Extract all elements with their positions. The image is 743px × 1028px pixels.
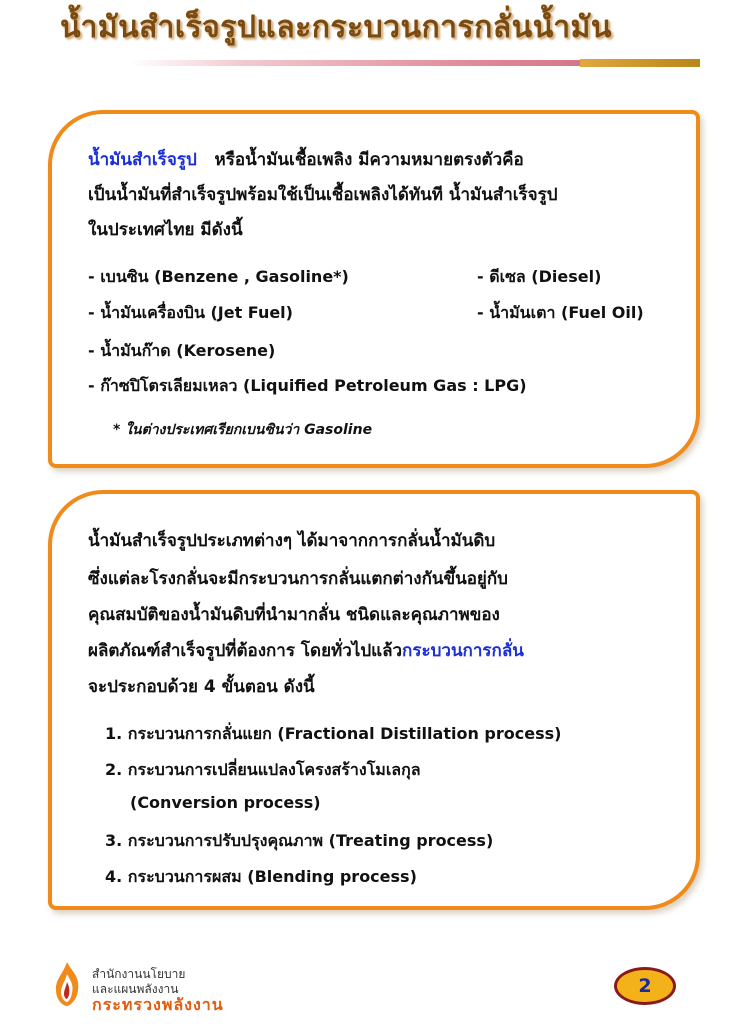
card2-line-4-text: ผลิตภัณฑ์สำเร็จรูปที่ต้องการ โดยทั่วไปแล้ว [88, 641, 403, 661]
flame-logo-icon [50, 960, 84, 1008]
ministry-name: กระทรวงพลังงาน [92, 995, 224, 1014]
list-item-jet-fuel: - น้ำมันเครื่องบิน (Jet Fuel) [88, 303, 293, 322]
org-name-line-2: และแผนพลังงาน [92, 982, 179, 996]
card1-line-1 [88, 143, 524, 178]
card2-line-2: ซึ่งแต่ละโรงกลั่นจะมีกระบวนการกลั่นแตกต่างกันขึ้นอยู่กับ [88, 569, 508, 589]
card1-line-3: ในประเทศไทย มีดังนี้ [88, 220, 243, 240]
step-2: 2. กระบวนการเปลี่ยนแปลงโครงสร้างโมเลกุล [105, 760, 421, 779]
org-name-line-1: สำนักงานนโยบาย [92, 967, 186, 981]
step-3: 3. กระบวนการปรับปรุงคุณภาพ (Treating process) [105, 831, 494, 850]
step-2-english: (Conversion process) [130, 793, 321, 812]
card1-line-2: เป็นน้ำมันที่สำเร็จรูปพร้อมใช้เป็นเชื้อเพลิงได้ทันที น้ำมันสำเร็จรูป [88, 185, 558, 205]
refining-process-highlight: กระบวนการกลั่น [402, 641, 524, 661]
page-title: น้ำมันสำเร็จรูปและกระบวนการกลั่นน้ำมัน [60, 10, 612, 45]
card1-intro-rest: หรือน้ำมันเชื้อเพลิง มีความหมายตรงตัวคือ [214, 150, 524, 170]
title-underline [130, 60, 700, 66]
list-item-diesel: - ดีเซล (Diesel) [477, 267, 602, 286]
refined-oil-highlight: น้ำมันสำเร็จรูป [88, 150, 197, 170]
list-item-kerosene: - น้ำมันก๊าด (Kerosene) [88, 341, 276, 360]
step-1: 1. กระบวนการกลั่นแยก (Fractional Distillation process) [105, 724, 562, 743]
card2-line-1: น้ำมันสำเร็จรูปประเภทต่างๆ ได้มาจากการกลั่นน้ำมันดิบ [88, 531, 496, 551]
list-item-lpg: - ก๊าซปิโตรเลียมเหลว (Liquified Petroleum Gas : LPG) [88, 376, 527, 395]
card2-line-3: คุณสมบัติของน้ำมันดิบที่นำมากลั่น ชนิดและคุณภาพของ [88, 605, 500, 625]
step-4: 4. กระบวนการผสม (Blending process) [105, 867, 417, 886]
page-number-badge: 2 [614, 967, 676, 1005]
card2-line-4 [88, 634, 524, 669]
list-item-benzene: - เบนซิน (Benzene , Gasoline*) [88, 267, 349, 286]
card2-line-5: จะประกอบด้วย 4 ขั้นตอน ดังนี้ [88, 677, 315, 697]
gasoline-footnote: * ในต่างประเทศเรียกเบนซินว่า Gasoline [113, 422, 373, 438]
list-item-fuel-oil: - น้ำมันเตา (Fuel Oil) [477, 303, 644, 322]
